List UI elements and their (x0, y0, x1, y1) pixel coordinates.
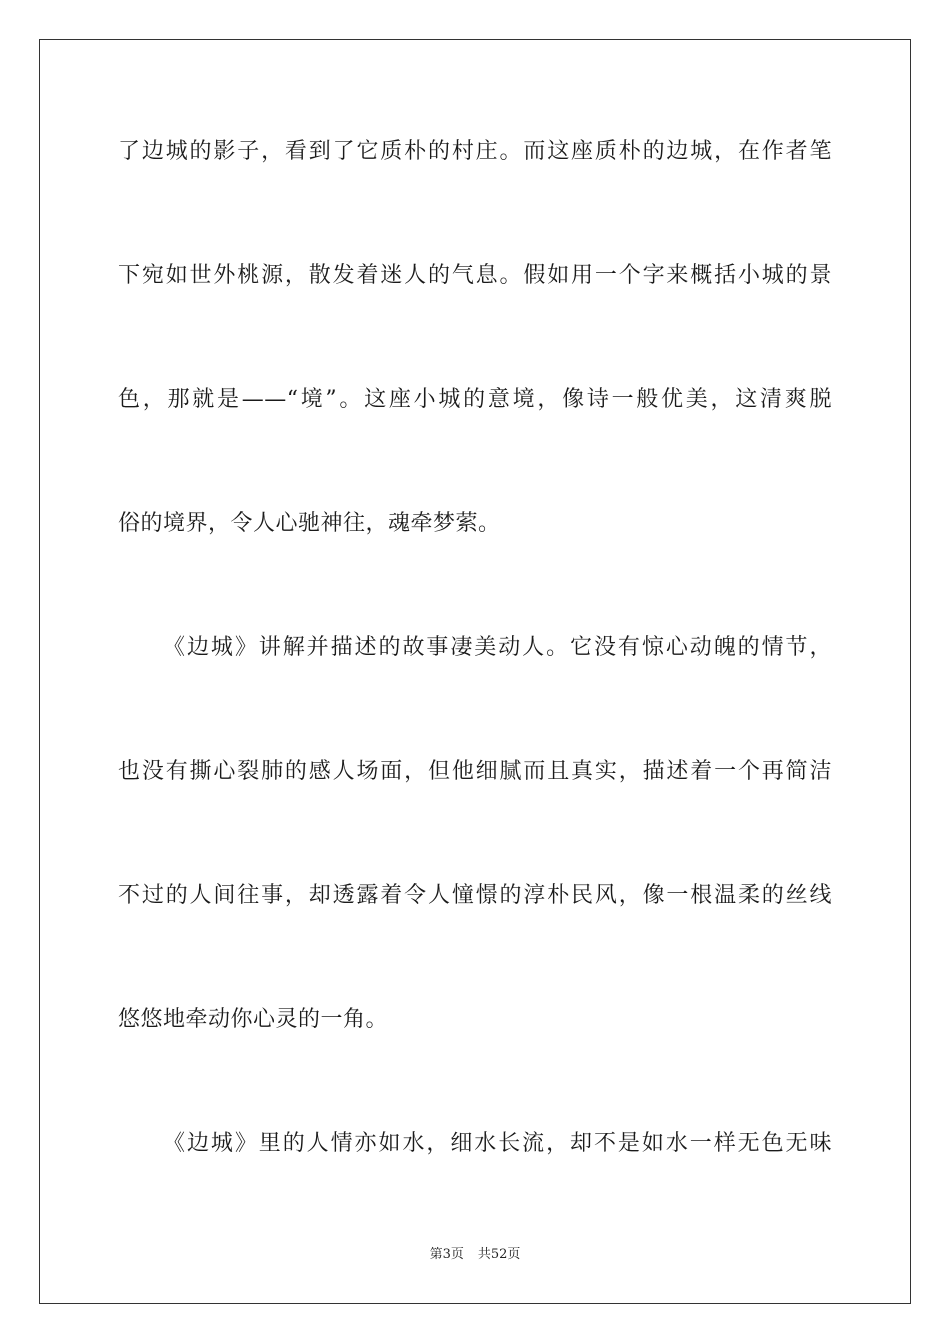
paragraph-line: 俗的境界，令人心驰神往，魂牵梦萦。 (118, 511, 501, 536)
paragraph-line: 也没有撕心裂肺的感人场面，但他细腻而且真实，描述着一个再简洁 (118, 759, 832, 784)
page-number: 第3页 (429, 1247, 464, 1262)
page-footer (0, 1246, 950, 1264)
paragraph-line: 色，那就是——“境”。这座小城的意境，像诗一般优美，这清爽脱 (118, 387, 832, 412)
paragraph-line: 《边城》里的人情亦如水，细水长流，却不是如水一样无色无味 (163, 1131, 832, 1156)
page-total: 共52页 (477, 1247, 521, 1262)
paragraph-line: 了边城的影子，看到了它质朴的村庄。而这座质朴的边城，在作者笔 (118, 139, 832, 164)
page-border (39, 39, 911, 1304)
paragraph-line: 下宛如世外桃源，散发着迷人的气息。假如用一个字来概括小城的景 (118, 263, 832, 288)
paragraph-line: 不过的人间往事，却透露着令人憧憬的淳朴民风，像一根温柔的丝线 (118, 883, 832, 908)
paragraph-line: 《边城》讲解并描述的故事凄美动人。它没有惊心动魄的情节， (163, 635, 832, 660)
paragraph-line: 悠悠地牵动你心灵的一角。 (118, 1007, 389, 1032)
